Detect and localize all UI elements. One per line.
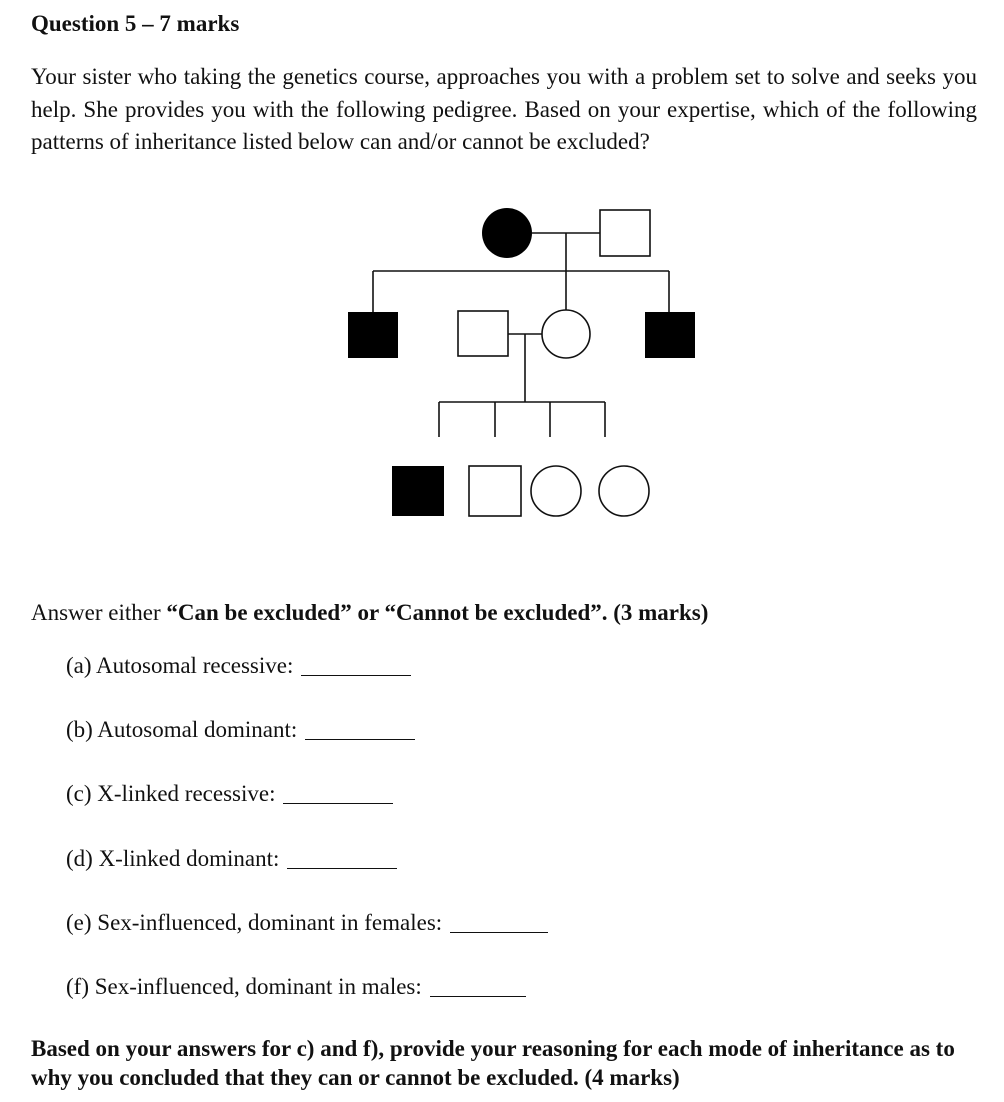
question-title: Question 5 – 7 marks: [31, 11, 240, 36]
answer-instruction: [31, 599, 708, 627]
gen1-affected-female-circle: [482, 208, 532, 258]
gen1-unaffected-male-square: [600, 210, 650, 256]
answer-label-e: (e) Sex-influenced, dominant in females:: [66, 910, 443, 935]
answer-blank-a[interactable]: [301, 659, 411, 676]
answer-blank-b[interactable]: [305, 723, 415, 740]
answer-row-b: [66, 716, 415, 744]
answer-label-c: (c) X-linked recessive:: [66, 781, 276, 806]
gen3-unaffected-female-circle-1: [531, 466, 581, 516]
answer-label-b: (b) Autosomal dominant:: [66, 717, 298, 742]
instruction-prefix: Answer either: [31, 600, 167, 625]
answer-label-f: (f) Sex-influenced, dominant in males:: [66, 974, 422, 999]
answer-blank-f[interactable]: [430, 980, 526, 997]
gen2-unaffected-female-circle: [542, 310, 590, 358]
gen2-affected-male-square-2: [645, 312, 695, 358]
answer-row-e: [66, 909, 548, 937]
answer-blank-e[interactable]: [450, 916, 548, 933]
gen3-affected-male-square: [392, 466, 444, 516]
answer-row-f: [66, 973, 526, 1001]
reasoning-prompt: Based on your answers for c) and f), provide your reasoning for each mode of inheritance as to why you concluded that they can or cannot be excluded. (4 marks): [31, 1036, 955, 1090]
instruction-middle: or: [351, 600, 385, 625]
answer-row-d: [66, 845, 397, 873]
gen2-unaffected-male-square: [458, 311, 508, 356]
instruction-option-2: “Cannot be excluded”. (3 marks): [384, 600, 709, 625]
question-intro: Your sister who taking the genetics course, approaches you with a problem set to solve and seeks you help. She provides you with the following pedigree. Based on your expertise, which of the following patterns of inheritance listed below can and/or cannot be excluded?: [31, 64, 977, 154]
answer-blank-c[interactable]: [283, 787, 393, 804]
instruction-option-1: “Can be excluded”: [166, 600, 352, 625]
answer-label-a: (a) Autosomal recessive:: [66, 653, 294, 678]
answer-row-a: [66, 652, 411, 680]
gen2-affected-male-square-1: [348, 312, 398, 358]
answer-label-d: (d) X-linked dominant:: [66, 846, 280, 871]
answer-row-c: [66, 780, 393, 808]
gen3-unaffected-male-square: [469, 466, 521, 516]
answer-blank-d[interactable]: [287, 852, 397, 869]
gen3-unaffected-female-circle-2: [599, 466, 649, 516]
